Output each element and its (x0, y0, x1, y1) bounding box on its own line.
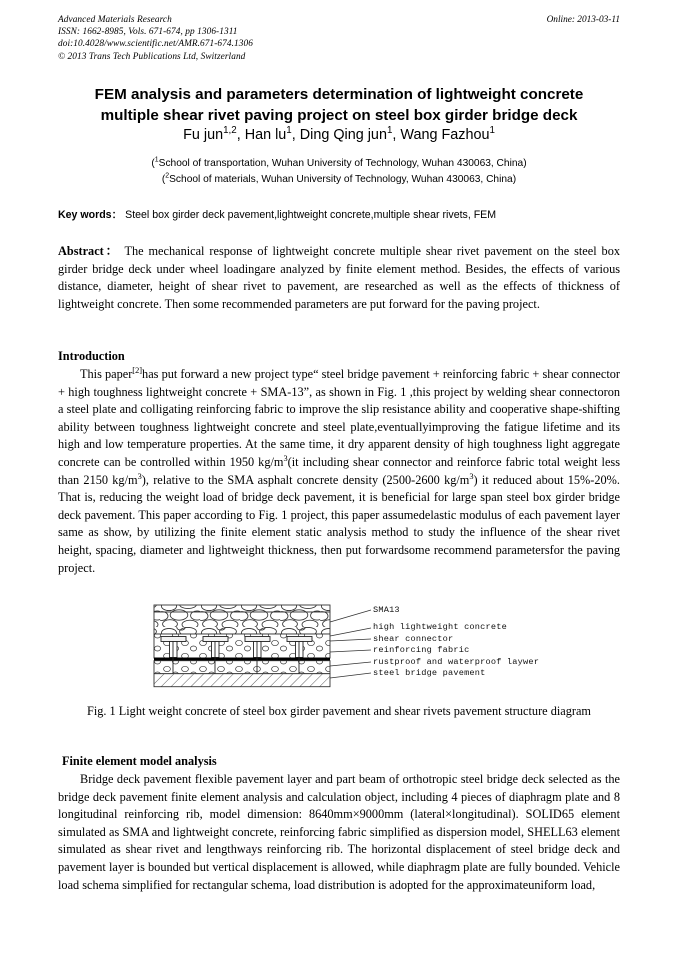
author-name-3: Ding Qing jun (299, 127, 387, 143)
running-header (58, 14, 620, 63)
figure-label-steel-bridge-pavement: steel bridge pavement (373, 668, 486, 678)
doi-line: doi:10.4028/www.scientific.net/AMR.671-674.1306 (58, 39, 253, 50)
section-body-fem: Bridge deck pavement flexible pavement layer and part beam of orthotropic steel bridge deck selected as the bridge deck pavement finite element analysis and calculation object, including 4 pieces of diaphragm plate and 8 longitudinal reinforcing rib, model dimension: 8640mm×9000mm (lateral×longitudinal). SOLID65 element simulated as SMA and lightweight concrete, reinforcing fabric simplified as dispersion model, SHELL63 element simulated as shear rivet and lengthways reinforcing rib. The horizontal displacement of steel bridge deck and pavement layer is bounded but vertical displacement is allowed, while diaphragm plate are fully bounded. Vehicle load schema simplified for rectangular schema, load distribution is adopted for the approximateuniform load, (58, 772, 620, 892)
author-sep-3: , (392, 127, 401, 143)
affiliation-sup-2: 2 (165, 172, 170, 180)
author-sep-2: , (291, 127, 300, 143)
intro-frag-1: (it including shear connector and reinforce fabric total weight less than 2150 kg/m (58, 454, 620, 487)
intro-frag-2: ), relative to the SMA asphalt concrete density (2500-2600 kg/m (141, 472, 470, 487)
figure-1 (0, 600, 678, 695)
layer-reinforcing-fabric (154, 658, 330, 661)
intro-sup-cubic-1: 3 (283, 453, 288, 463)
affiliation-1: ($^1$School of transportation, Wuhan University of Technology, Wuhan 430063, China) (151, 156, 527, 169)
section-heading-introduction: Introduction (58, 349, 125, 363)
copyright-line: © 2013 Trans Tech Publications Ltd, Switzerland (58, 51, 246, 62)
abstract-text: The mechanical response of lightweight concrete multiple shear rivet pavement on the steel box girder bridge deck under wheel loadingare analyzed by finite element method. Besides, the effects of various distance, diameter, height of shear rivet to pavement, are researched as well as the effects of thickness of lightweight concrete. Then some recommended parameters are put forward for the paving project. (58, 244, 620, 311)
affiliation-text-1: School of transportation, Wuhan University of Technology, Wuhan 430063, China (158, 158, 524, 169)
author-sup-1: 1,2 (223, 125, 237, 137)
figure-caption: Fig. 1 Light weight concrete of steel box girder pavement and shear rivets pavement structure diagram (86, 704, 591, 718)
figure-label-high-lightweight-concrete: high lightweight concrete (373, 622, 507, 632)
section-body-introduction (58, 366, 620, 577)
author-name-1: Fu jun (183, 127, 224, 143)
author-sup-2: 1 (286, 125, 292, 137)
title-line-1: FEM analysis and parameters determination of lightweight concrete (94, 86, 584, 103)
issn-line: ISSN: 1662-8985, Vols. 671-674, pp 1306-1311 (58, 27, 238, 38)
affiliation-text-2: School of materials, Wuhan University of Technology, Wuhan 430063, China (169, 173, 513, 185)
figure-label-reinforcing-fabric: reinforcing fabric (373, 645, 470, 655)
affiliation-sup-1: 1 (154, 156, 159, 164)
keywords-block (58, 208, 620, 223)
author-list (54, 126, 624, 145)
page-title (54, 84, 624, 126)
author-sup-3: 1 (386, 125, 393, 137)
abstract-block (58, 243, 620, 313)
intro-frag-3: ) it reduced about 15%-20%. That is, reducing the weight load of bridge deck pavement, it is beneficial for large span steel box girder bridge deck pavement. This paper according to Fig. 1 project, this paper assumedelastic modulus of each pavement layer same as show, by utilizing the finite element static analysis method to study the influence of the shear rivet height, spacing, diameter and lightweight thickness, then put forwardsome recommend parametersfor the paving project. (58, 472, 620, 575)
author-name-2: Han lu (244, 127, 287, 143)
author-name-4: Wang Fazhou (400, 127, 490, 143)
title-line-2: multiple shear rivet paving project on steel box girder bridge deck (100, 107, 578, 124)
intro-citation-ref: [2] (132, 365, 143, 375)
intro-frag-post: has put forward a new project type“ steel bridge pavement + reinforcing fabric + shear connector + high toughness lightweight concrete + SMA-13”, as shown in Fig. 1 ,this project by welding shear connectoron a steel plate and colligating reinforcing fabric to improve the slip resistance ability and cooperative shape-shifting ability between toughness lightweight concrete and steel plate,eventuallyimproving the fatigue lifetime and its high and low temperature properties. At the same time, it dry apparent density of high toughness light aggregate concrete can be controlled within 1950 kg/m (58, 367, 620, 469)
affiliation-2: ($^2$School of materials, Wuhan University of Technology, Wuhan 430063, China) (161, 172, 517, 185)
online-date: Online: 2013-03-11 (546, 15, 620, 25)
keywords-label: Key words： (58, 209, 123, 221)
intro-frag-pre: This paper (80, 367, 133, 381)
author-sup-4: 1 (489, 125, 495, 137)
layer-sma13 (154, 605, 330, 634)
affiliations (54, 156, 624, 187)
figure-label-rustproof-waterproof-layer: rustproof and waterproof laywer (373, 657, 540, 667)
layer-steel-bridge-pavement (154, 674, 330, 687)
pavement-structure-diagram (0, 600, 678, 695)
intro-sup-cubic-2: 3 (137, 471, 142, 481)
abstract-label: Abstract： (58, 244, 120, 258)
author-sep-1: , (236, 127, 245, 143)
journal-name: Advanced Materials Research (58, 15, 172, 25)
figure-leader-lines (330, 610, 371, 678)
journal-info (58, 14, 253, 63)
figure-label-sma13: SMA13 (373, 605, 400, 615)
figure-label-shear-connector: shear connector (373, 634, 454, 644)
section-heading-fem: Finite element model analysis (62, 754, 217, 768)
intro-sup-cubic-3: 3 (469, 471, 474, 481)
keywords-text: Steel box girder deck pavement,lightweight concrete,multiple shear rivets, FEM (125, 209, 497, 221)
